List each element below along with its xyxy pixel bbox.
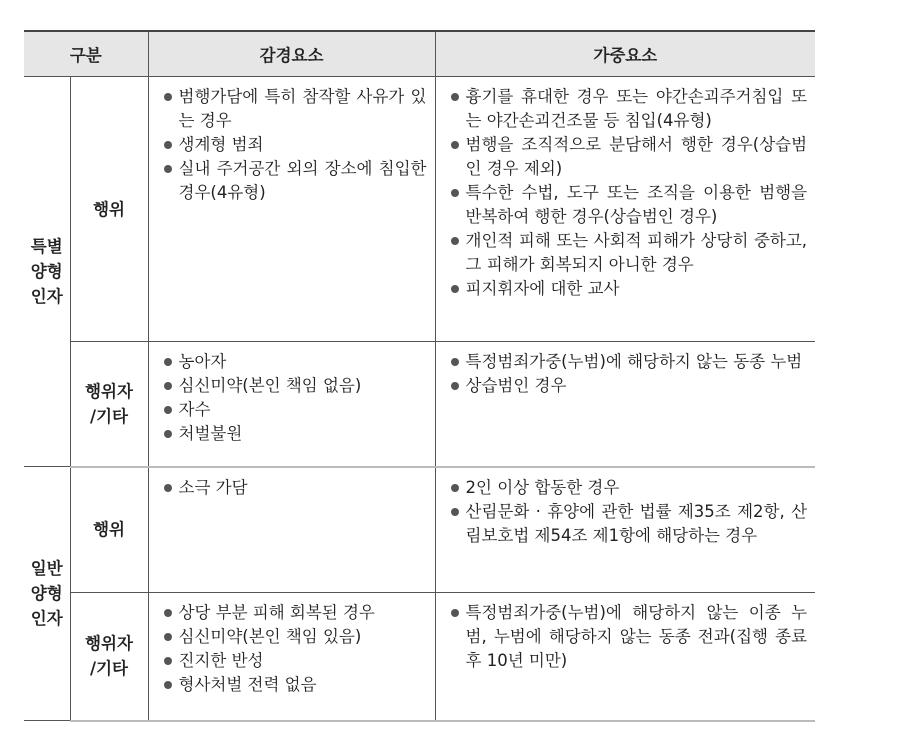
list-item: 심신미약(본인 책임 없음) bbox=[163, 374, 427, 398]
aggravating-cell bbox=[435, 342, 815, 467]
sub-label: 행위자 /기타 bbox=[70, 593, 148, 721]
aggravating-cell bbox=[435, 77, 815, 342]
list-item: 생계형 범죄 bbox=[163, 133, 427, 157]
sub-label: 행위자 /기타 bbox=[70, 342, 148, 467]
table-row bbox=[24, 467, 815, 593]
table-row bbox=[24, 593, 815, 721]
table-header-row bbox=[24, 31, 815, 77]
list-item: 상습범인 경우 bbox=[450, 374, 808, 398]
list-item: 범행가담에 특히 참작할 사유가 있는 경우 bbox=[163, 85, 427, 133]
group-label-special: 특별 양형 인자 bbox=[24, 77, 70, 467]
list-item: 특수한 수법, 도구 또는 조직을 이용한 범행을 반복하여 행한 경우(상습범인 경우) bbox=[450, 181, 808, 229]
list-item: 실내 주거공간 외의 장소에 침입한 경우(4유형) bbox=[163, 157, 427, 205]
list-item: 상당 부분 피해 회복된 경우 bbox=[163, 601, 427, 625]
list-item: 특정범죄가중(누범)에 해당하지 않는 동종 누범 bbox=[450, 350, 808, 374]
table-row bbox=[24, 342, 815, 467]
sub-label: 행위 bbox=[70, 467, 148, 593]
sub-label: 행위 bbox=[70, 77, 148, 342]
list-item: 특정범죄가중(누범)에 해당하지 않는 이종 누범, 누범에 해당하지 않는 동종 전과(집행 종료 후 10년 미만) bbox=[450, 601, 808, 673]
list-item: 농아자 bbox=[163, 350, 427, 374]
aggravating-cell bbox=[435, 593, 815, 721]
header-aggravating: 가중요소 bbox=[435, 31, 815, 77]
list-item: 흉기를 휴대한 경우 또는 야간손괴주거침입 또는 야간손괴건조물 등 침입(4유형) bbox=[450, 85, 808, 133]
aggravating-cell bbox=[435, 467, 815, 593]
mitigating-cell bbox=[148, 593, 435, 721]
mitigating-cell bbox=[148, 77, 435, 342]
list-item: 진지한 반성 bbox=[163, 649, 427, 673]
list-item: 2인 이상 합동한 경우 bbox=[450, 476, 808, 500]
sentencing-factors-table bbox=[24, 30, 815, 722]
list-item: 범행을 조직적으로 분담해서 행한 경우(상습범인 경우 제외) bbox=[450, 133, 808, 181]
list-item: 피지휘자에 대한 교사 bbox=[450, 277, 808, 301]
table-row bbox=[24, 77, 815, 342]
list-item: 소극 가담 bbox=[163, 476, 427, 500]
mitigating-cell bbox=[148, 467, 435, 593]
group-label-general: 일반 양형 인자 bbox=[24, 467, 70, 721]
list-item: 개인적 피해 또는 사회적 피해가 상당히 중하고, 그 피해가 회복되지 아니한 경우 bbox=[450, 229, 808, 277]
list-item: 형사처벌 전력 없음 bbox=[163, 673, 427, 697]
header-mitigating: 감경요소 bbox=[148, 31, 435, 77]
list-item: 자수 bbox=[163, 398, 427, 422]
list-item: 처벌불원 bbox=[163, 422, 427, 446]
mitigating-cell bbox=[148, 342, 435, 467]
header-category: 구분 bbox=[24, 31, 148, 77]
list-item: 산림문화 · 휴양에 관한 법률 제35조 제2항, 산림보호법 제54조 제1항에 해당하는 경우 bbox=[450, 500, 808, 548]
list-item: 심신미약(본인 책임 있음) bbox=[163, 625, 427, 649]
